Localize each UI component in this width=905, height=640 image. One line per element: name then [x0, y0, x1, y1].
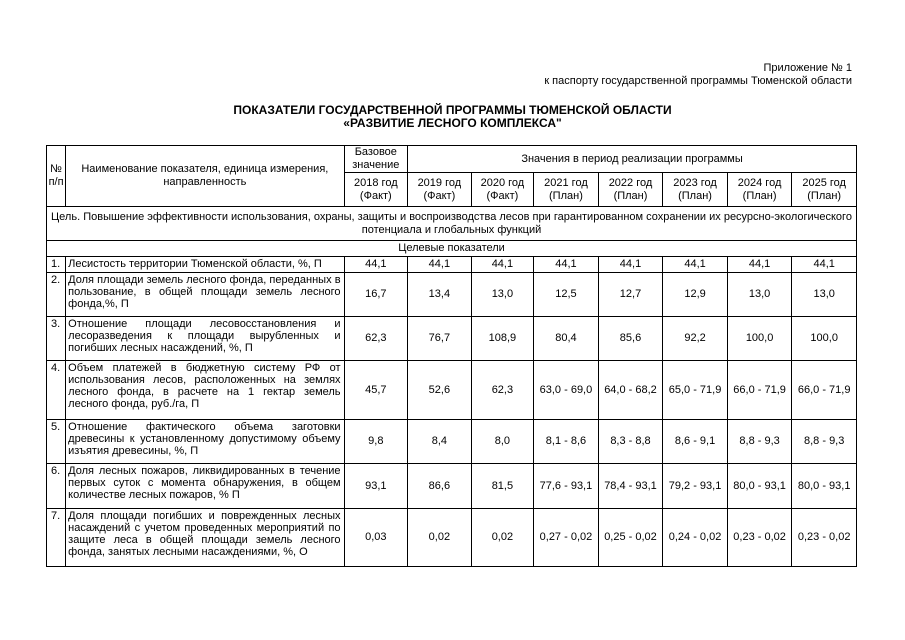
indicator-name-text: Объем платежей в бюджетную систему РФ от использования лесов, расположенных на землях лесного фонда, в расчете на 1 гектар земель лесного фонда, руб./га, П [68, 362, 341, 410]
year-label: 2018 год [354, 176, 398, 189]
value-cell: 8,8 - 9,3 [727, 420, 792, 464]
value-cell: 66,0 - 71,9 [727, 361, 792, 420]
section-title: Целевые показатели [47, 241, 857, 257]
value-cell: 0,24 - 0,02 [663, 509, 728, 567]
value-cell: 0,23 - 0,02 [792, 509, 857, 567]
indicator-name-text: Доля площади погибших и поврежденных лесных насаждений с учетом проведенных мероприятий по защите леса в общей площади земель лесного фонда, занятых лесными насаждениями, %, О [68, 510, 341, 558]
year-header-2022 [598, 173, 663, 207]
value-cell: 12,5 [534, 273, 599, 317]
year-header-2024 [727, 173, 792, 207]
value-cell: 62,3 [471, 361, 534, 420]
year-header-2025 [792, 173, 857, 207]
value-cell: 92,2 [663, 317, 728, 361]
indicator-name [66, 420, 344, 464]
year-kind: (Факт) [359, 189, 392, 202]
year-header-2021 [534, 173, 599, 207]
year-kind: (Факт) [423, 189, 456, 202]
value-cell: 0,27 - 0,02 [534, 509, 599, 567]
value-cell: 44,1 [663, 257, 728, 273]
value-cell: 12,9 [663, 273, 728, 317]
indicator-name [66, 257, 344, 273]
row-number: 3. [47, 317, 66, 361]
value-cell: 0,03 [344, 509, 408, 567]
row-number: 5. [47, 420, 66, 464]
value-cell: 44,1 [534, 257, 599, 273]
value-cell: 79,2 - 93,1 [663, 464, 728, 509]
value-cell: 86,6 [408, 464, 472, 509]
value-cell: 0,23 - 0,02 [727, 509, 792, 567]
indicator-name-text: Отношение фактического объема заготовки древесины к установленному допустимому объему изъятия древесины, %, П [68, 421, 341, 457]
value-cell: 44,1 [344, 257, 408, 273]
value-cell: 65,0 - 71,9 [663, 361, 728, 420]
year-kind: (Факт) [486, 189, 519, 202]
indicator-name [66, 509, 344, 567]
value-cell: 80,4 [534, 317, 599, 361]
col-header-number: № п/п [47, 146, 66, 207]
table-row [47, 257, 857, 273]
value-cell: 44,1 [471, 257, 534, 273]
table-row [47, 273, 857, 317]
indicator-name-text: Лесистость территории Тюменской области, %, П [68, 258, 322, 270]
year-kind: (План) [742, 189, 777, 202]
year-label: 2024 год [737, 176, 782, 189]
year-header-2019 [408, 173, 472, 207]
table-row [47, 361, 857, 420]
appendix-label: Приложение № 1 [763, 62, 852, 74]
year-label: 2025 год [802, 176, 846, 189]
value-cell: 45,7 [344, 361, 408, 420]
value-cell: 108,9 [471, 317, 534, 361]
year-label: 2019 год [417, 176, 462, 189]
row-number: 6. [47, 464, 66, 509]
row-number: 1. [47, 257, 66, 273]
indicator-name [66, 361, 344, 420]
year-label: 2022 год [608, 176, 653, 189]
value-cell: 93,1 [344, 464, 408, 509]
table-row [47, 420, 857, 464]
value-cell: 66,0 - 71,9 [792, 361, 857, 420]
value-cell: 63,0 - 69,0 [534, 361, 599, 420]
indicators-table-container [46, 145, 857, 594]
row-number: 7. [47, 509, 66, 567]
value-cell: 8,8 - 9,3 [792, 420, 857, 464]
year-kind: (План) [549, 189, 583, 202]
value-cell: 44,1 [727, 257, 792, 273]
value-cell: 0,25 - 0,02 [598, 509, 663, 567]
value-cell: 44,1 [598, 257, 663, 273]
value-cell: 9,8 [344, 420, 408, 464]
value-cell: 44,1 [408, 257, 472, 273]
indicator-name-text: Доля лесных пожаров, ликвидированных в течение первых суток с момента обнаружения, в общем количестве лесных пожаров, % П [68, 465, 341, 501]
value-cell: 16,7 [344, 273, 408, 317]
document-title: ПОКАЗАТЕЛИ ГОСУДАРСТВЕННОЙ ПРОГРАММЫ ТЮМЕНСКОЙ ОБЛАСТИ [233, 103, 672, 117]
col-header-base: Базовое значение [344, 146, 408, 173]
value-cell: 8,0 [471, 420, 534, 464]
value-cell: 52,6 [408, 361, 472, 420]
goal-row [47, 207, 857, 241]
indicators-table [46, 145, 857, 567]
value-cell: 8,3 - 8,8 [598, 420, 663, 464]
year-kind: (План) [807, 189, 842, 202]
value-cell: 76,7 [408, 317, 472, 361]
value-cell: 80,0 - 93,1 [792, 464, 857, 509]
row-number: 2. [47, 273, 66, 317]
header-row-1 [47, 146, 857, 173]
indicator-name [66, 273, 344, 317]
table-row [47, 509, 857, 567]
value-cell: 0,02 [471, 509, 534, 567]
value-cell: 12,7 [598, 273, 663, 317]
value-cell: 0,02 [408, 509, 472, 567]
table-row [47, 464, 857, 509]
indicator-name-text: Отношение площади лесовосстановления и лесоразведения к площади вырубленных и погибших лесных насаждений, %, П [68, 318, 341, 354]
year-header-2023 [663, 173, 728, 207]
indicator-name-text: Доля площади земель лесного фонда, переданных в пользование, в общей площади земель лесного фонда,%, П [68, 274, 341, 310]
value-cell: 13,4 [408, 273, 472, 317]
row-number: 4. [47, 361, 66, 420]
goal-text: Цель. Повышение эффективности использования, охраны, защиты и воспроизводства лесов при гарантированном сохранении их ресурсно-экологического потенциала и глобальных функций [47, 207, 857, 241]
year-header-2020 [471, 173, 534, 207]
document-subtitle: «РАЗВИТИЕ ЛЕСНОГО КОМПЛЕКСА" [343, 116, 562, 130]
value-cell: 13,0 [727, 273, 792, 317]
indicator-name [66, 317, 344, 361]
value-cell: 62,3 [344, 317, 408, 361]
col-header-name: Наименование показателя, единица измерения, направленность [66, 146, 344, 207]
value-cell: 13,0 [792, 273, 857, 317]
value-cell: 8,6 - 9,1 [663, 420, 728, 464]
section-row [47, 241, 857, 257]
year-kind: (План) [613, 189, 648, 202]
table-row [47, 317, 857, 361]
year-label: 2021 год [544, 176, 588, 189]
value-cell: 100,0 [792, 317, 857, 361]
year-header-2018 [344, 173, 408, 207]
value-cell: 100,0 [727, 317, 792, 361]
value-cell: 80,0 - 93,1 [727, 464, 792, 509]
col-header-period: Значения в период реализации программы [408, 146, 857, 173]
year-label: 2020 год [480, 176, 525, 189]
value-cell: 81,5 [471, 464, 534, 509]
value-cell: 8,4 [408, 420, 472, 464]
value-cell: 44,1 [792, 257, 857, 273]
value-cell: 77,6 - 93,1 [534, 464, 599, 509]
indicator-name [66, 464, 344, 509]
year-kind: (План) [678, 189, 712, 202]
value-cell: 78,4 - 93,1 [598, 464, 663, 509]
value-cell: 13,0 [471, 273, 534, 317]
year-label: 2023 год [673, 176, 717, 189]
value-cell: 64,0 - 68,2 [598, 361, 663, 420]
value-cell: 8,1 - 8,6 [534, 420, 599, 464]
value-cell: 85,6 [598, 317, 663, 361]
appendix-subtitle: к паспорту государственной программы Тюменской области [544, 75, 852, 87]
